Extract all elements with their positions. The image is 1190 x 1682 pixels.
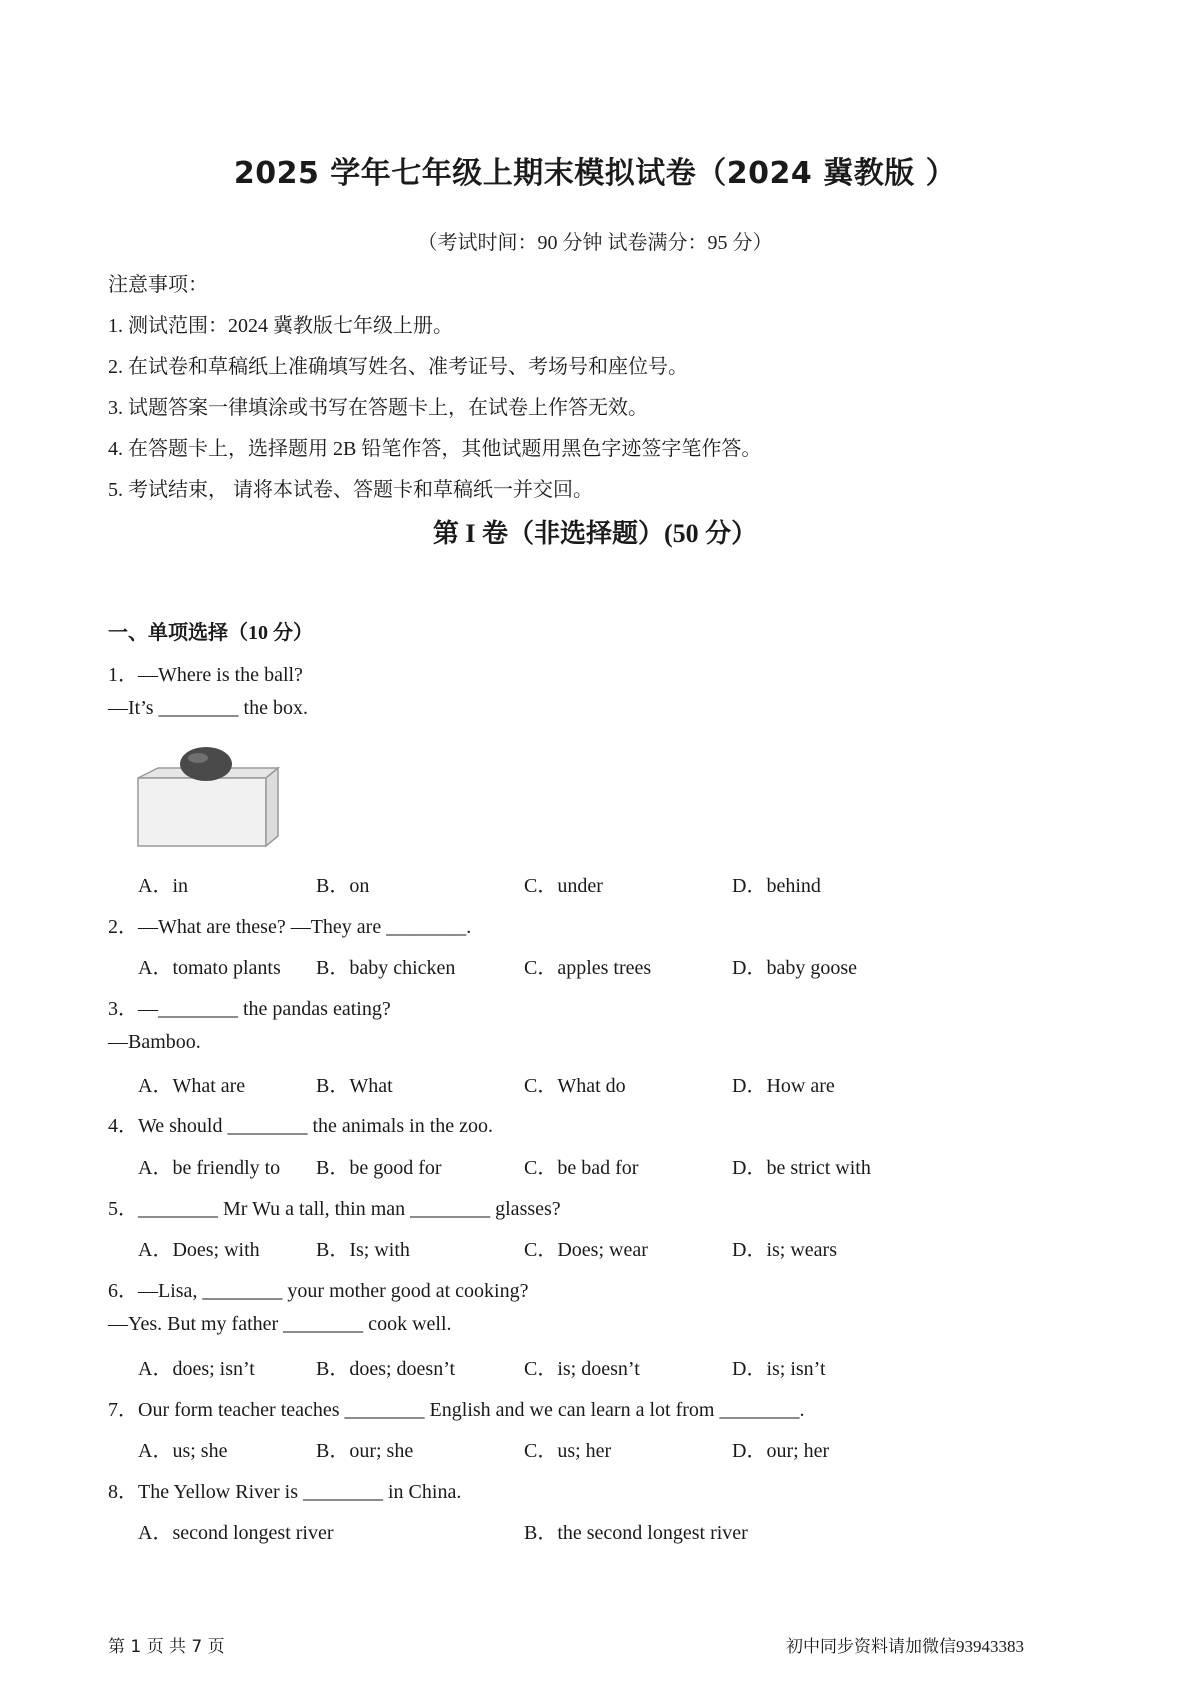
option-a: A．tomato plants	[138, 957, 281, 979]
option-a: A．second longest river	[138, 1522, 334, 1544]
note-item: 5. 考试结束， 请将本试卷、答题卡和草稿纸一并交回。	[108, 479, 593, 501]
option-c: C．is; doesn’t	[524, 1358, 640, 1380]
question-line: 3．—________ the pandas eating?	[108, 998, 391, 1020]
option-d: D．How are	[732, 1075, 835, 1097]
section-title: 第 I 卷（非选择题）(50 分）	[432, 519, 758, 548]
option-a: A．be friendly to	[138, 1157, 281, 1179]
option-b: B．be good for	[316, 1157, 442, 1179]
option-a: A．What are	[138, 1075, 246, 1097]
ball-on-box-figure	[118, 740, 288, 850]
footer-note: 初中同步资料请加微信93943383	[786, 1637, 1024, 1656]
question-line: 2．—What are these? —They are ________.	[108, 916, 472, 938]
option-c: C．under	[524, 875, 603, 897]
question-line: 5．________ Mr Wu a tall, thin man ________ glasses?	[108, 1198, 561, 1220]
note-item: 2. 在试卷和草稿纸上准确填写姓名、准考证号、考场号和座位号。	[108, 356, 688, 378]
option-d: D．behind	[732, 875, 821, 897]
question-line: —Bamboo.	[108, 1031, 201, 1053]
option-b: B．the second longest river	[524, 1522, 748, 1544]
question-line: —Yes. But my father ________ cook well.	[108, 1313, 452, 1335]
question-line: —It’s ________ the box.	[108, 697, 308, 719]
option-b: B．Is; with	[316, 1239, 410, 1261]
option-a: A．us; she	[138, 1440, 228, 1462]
note-item: 1. 测试范围：2024 冀教版七年级上册。	[108, 315, 453, 337]
part-title: 一、单项选择（10 分）	[108, 622, 313, 644]
option-c: C．Does; wear	[524, 1239, 648, 1261]
option-b: B．baby chicken	[316, 957, 456, 979]
notes-heading: 注意事项：	[108, 274, 208, 296]
exam-title: 2025 学年七年级上期末模拟试卷（2024 冀教版 ）	[233, 156, 957, 191]
option-d: D．is; isn’t	[732, 1358, 826, 1380]
option-c: C．us; her	[524, 1440, 612, 1462]
option-a: A．in	[138, 875, 188, 897]
exam-subtitle: （考试时间：90 分钟 试卷满分：95 分）	[417, 232, 773, 254]
option-b: B．does; doesn’t	[316, 1358, 456, 1380]
option-b: B．our; she	[316, 1440, 414, 1462]
question-line: 1．—Where is the ball?	[108, 664, 303, 686]
option-a: A．Does; with	[138, 1239, 260, 1261]
option-c: C．apples trees	[524, 957, 652, 979]
option-a: A．does; isn’t	[138, 1358, 255, 1380]
question-line: 4．We should ________ the animals in the zoo.	[108, 1115, 493, 1137]
option-d: D．our; her	[732, 1440, 830, 1462]
question-line: 6．—Lisa, ________ your mother good at cooking?	[108, 1280, 529, 1302]
question-line: 7．Our form teacher teaches ________ English and we can learn a lot from ________.	[108, 1399, 805, 1421]
note-item: 4. 在答题卡上，选择题用 2B 铅笔作答，其他试题用黑色字迹签字笔作答。	[108, 438, 762, 460]
question-line: 8．The Yellow River is ________ in China.	[108, 1481, 462, 1503]
option-b: B．What	[316, 1075, 393, 1097]
note-item: 3. 试题答案一律填涂或书写在答题卡上，在试卷上作答无效。	[108, 397, 648, 419]
option-d: D．is; wears	[732, 1239, 837, 1261]
option-b: B．on	[316, 875, 370, 897]
option-d: D．be strict with	[732, 1157, 871, 1179]
option-c: C．be bad for	[524, 1157, 639, 1179]
option-c: C．What do	[524, 1075, 626, 1097]
option-d: D．baby goose	[732, 957, 857, 979]
page-number: 第 1 页 共 7 页	[108, 1637, 225, 1657]
